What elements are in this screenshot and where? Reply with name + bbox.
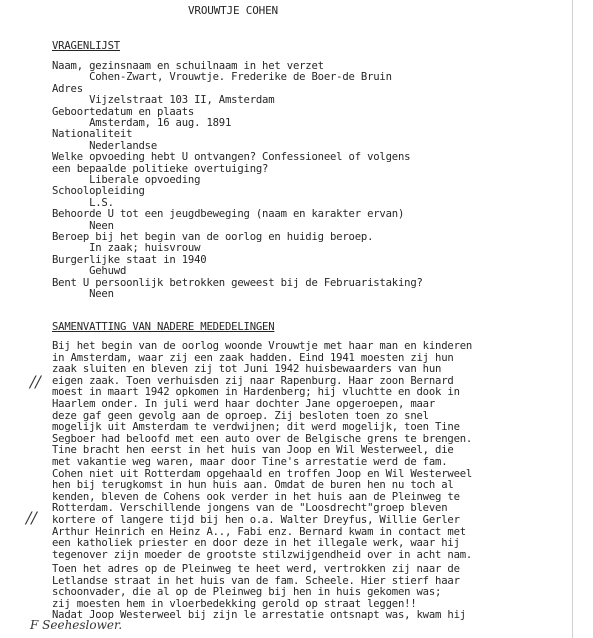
text-line: kortere of langere tijd bij hen o.a. Walter Dreyfus, Willie Gerler — [52, 514, 460, 526]
text-line: Arthur Heinrich en Heinz A.., Fabi enz. Bernard kwam in contact met — [52, 525, 466, 538]
text-line: Welke opvoeding hebt U ontvangen? Confessioneel of volgens — [52, 151, 411, 164]
text-line: eigen zaak. Toen verhuisden zij naar Rapenburg. Haar zoon Bernard — [52, 374, 454, 387]
text-line: Vijzelstraat 103 II, Amsterdam — [52, 94, 275, 107]
text-line: Burgerlijke staat in 1940 — [52, 253, 207, 266]
text-line: Bent U persoonlijk betrokken geweest bij de Februaristaking? — [52, 276, 423, 289]
text-line: Neen — [52, 288, 114, 300]
text-line: Tine bracht hen eerst in het huis van Joop en Wil Westerweel, die — [52, 444, 454, 457]
margin-mark: // — [26, 508, 37, 527]
text-line: een bepaalde politieke overtuiging? — [52, 162, 269, 175]
text-line: Naam, gezinsnaam en schuilnaam in het verzet — [52, 60, 324, 72]
text-line: Amsterdam, 16 aug. 1891 — [52, 117, 232, 129]
handwritten-footer: F Seeheslower. — [30, 618, 123, 632]
document-title: VROUWTJE COHEN — [188, 4, 278, 17]
text-line: Adres — [52, 82, 83, 95]
text-line: in Amsterdam, waar zij een zaak hadden. Eind 1941 moesten zij hun — [52, 351, 454, 364]
text-line: Gehuwd — [52, 265, 127, 278]
text-line: moest in maart 1942 opkomen in Hardenberg; hij vluchtte en dook in — [52, 386, 460, 399]
text-line: Bij het begin van de oorlog woonde Vrouwtje met haar man en kinderen — [52, 340, 473, 352]
text-line: Neen — [52, 219, 114, 232]
text-line: deze gaf geen gevolg aan de oproep. Zij besloten toen zo snel — [52, 409, 429, 422]
text-line: Segboer had beloofd met een auto over de Belgische grens te brengen. — [52, 432, 473, 445]
text-line: Nationaliteit — [52, 128, 133, 141]
text-line: zaak sluiten en bleven zij tot Juni 1942 huisbewaarders van hun — [52, 363, 442, 376]
margin-mark: // — [30, 372, 41, 391]
text-line: Schoolopleiding — [52, 185, 145, 198]
text-line: Toen het adres op de Pleinweg te heet werd, vertrokken zij naar de — [52, 563, 460, 575]
text-line: kenden, bleven de Cohens ook verder in het huis aan de Pleinweg te — [52, 490, 460, 503]
text-line: Nadat Joop Westerweel bij zijn le arrestatie ontsnapt was, kwam hij — [52, 609, 466, 622]
text-line: L.S. — [52, 196, 114, 209]
text-line: tegenover zijn moeder de grootste stilzwijgendheid over in acht nam. — [52, 548, 473, 561]
text-line: Liberale opvoeding — [52, 174, 201, 186]
text-line: Cohen-Zwart, Vrouwtje. Frederike de Boer-de Bruin — [52, 71, 392, 84]
text-line: Haarlem onder. In juli werd haar dochter Jane opgeroepen, maar — [52, 398, 436, 410]
text-line: mogelijk uit Amsterdam te verdwijnen; dit werd mogelijk, toen Tine — [52, 421, 460, 434]
text-line: Cohen niet uit Rotterdam opgehaald en troffen Joop en Wil Westerweel — [52, 467, 473, 480]
text-line: Letlandse straat in het huis van de fam. Scheele. Hier stierf haar — [52, 574, 460, 587]
summary-heading: SAMENVATTING VAN NADERE MEDEDELINGEN — [52, 321, 275, 333]
text-line: Geboortedatum en plaats — [52, 105, 195, 118]
page-edge — [572, 0, 573, 638]
text-line: Behoorde U tot een jeugdbeweging (naam en karakter ervan) — [52, 208, 405, 221]
text-line: hen bij terugkomst in hun huis aan. Omdat de buren hen nu toch al — [52, 479, 454, 492]
text-line: schoonvader, die al op de Pleinweg bij hen in huis gekomen was; — [52, 586, 442, 599]
text-line: Beroep bij het begin van de oorlog en huidig beroep. — [52, 231, 374, 243]
text-line: zij moesten hem in vloerbedekking gerold op straat leggen!! — [52, 597, 417, 610]
text-line: Nederlandse — [52, 139, 158, 152]
questionnaire-heading: VRAGENLIJST — [52, 40, 120, 52]
text-line: een katholiek priester en door deze in het illegale werk, waar hij — [52, 537, 460, 550]
text-line: In zaak; huisvrouw — [52, 242, 201, 255]
text-line: Rotterdam. Verschillende jongens van de "Loosdrecht"groep bleven — [52, 502, 448, 515]
text-line: met vakantie weg waren, maar door Tine's arrestatie werd de fam. — [52, 456, 448, 468]
